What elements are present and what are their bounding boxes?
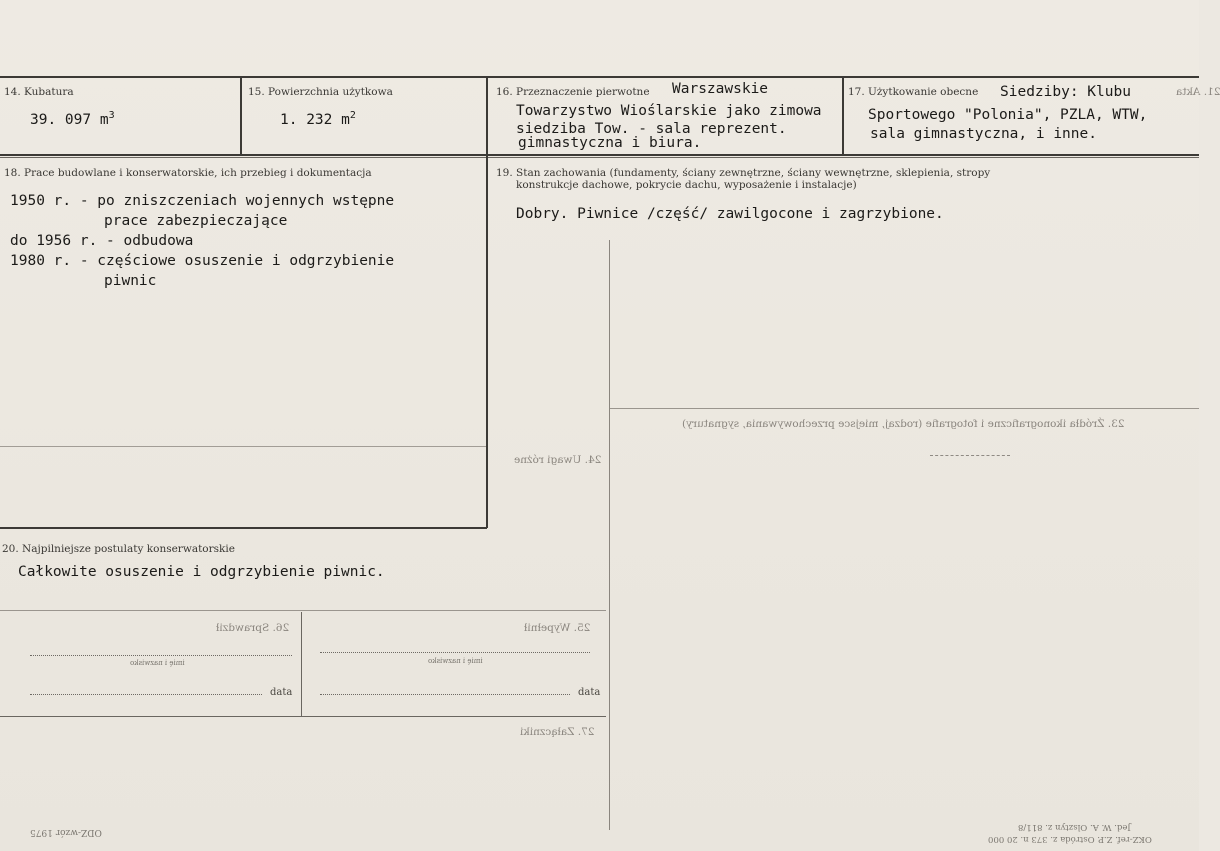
date-label-25: data xyxy=(578,687,601,698)
top-rule xyxy=(0,76,1199,78)
footer-right-2: OKZ-ref. Z.P. Ostróda z. 373 n. 20 000 xyxy=(988,834,1152,844)
field20-label: 20. Najpilniejsze postulaty konserwatorskie xyxy=(2,543,235,555)
signature-bottom-rule xyxy=(0,716,606,717)
field19-text: Dobry. Piwnice /część/ zawilgocone i zagrzybione. xyxy=(516,206,944,222)
field19-label-line1: 19. Stan zachowania (fundamenty, ściany zewnętrzne, ściany wewnętrzne, sklepienia, stropy xyxy=(496,167,991,179)
col-rule-16 xyxy=(486,76,488,528)
field15-label: 15. Powierzchnia użytkowa xyxy=(248,86,393,98)
field25-label: 25. Wypełnił xyxy=(524,622,591,634)
field20-text: Całkowite osuszenie i odgrzybienie piwnic. xyxy=(18,564,385,580)
field17-line1: Siedziby: Klubu xyxy=(1000,84,1131,100)
field16-line2: Towarzystwo Wioślarskie jako zimowa xyxy=(516,103,822,119)
row-rule xyxy=(0,154,1199,156)
field17-label: 17. Użytkowanie obecne xyxy=(848,86,979,98)
ghost-dash xyxy=(930,455,1010,456)
field14-value: 39. 097 $m^3$ xyxy=(30,110,115,128)
field18-line4: 1980 r. - częściowe osuszenie i odgrzybienie xyxy=(10,253,395,269)
col-rule-17 xyxy=(842,76,844,156)
date-line-26 xyxy=(30,694,262,695)
signature-line-26 xyxy=(30,655,292,656)
field16-label: 16. Przeznaczenie pierwotne xyxy=(496,86,650,98)
field17-line3: sala gimnastyczna, i inne. xyxy=(870,126,1097,142)
field23-label: 23. Źródła ikonograficzne i fotografie (rodzaj, miejsce przechowywania, sygnatury) xyxy=(682,418,1125,430)
imie-label-25: imię i nazwisko xyxy=(428,657,483,665)
field18-line3: do 1956 r. - odbudowa xyxy=(10,233,194,249)
field16-line4: gimnastyczna i biura. xyxy=(518,135,702,151)
ghost-rule xyxy=(0,446,487,447)
date-label-26: data xyxy=(270,687,293,698)
ghost-rule-2 xyxy=(0,610,606,611)
field16-line3: siedziba Tow. - sala reprezent. xyxy=(516,121,787,137)
ghost-col-rule xyxy=(609,240,610,830)
field18-line1: 1950 r. - po zniszczeniach wojennych wstępne xyxy=(10,193,395,209)
field23-rule xyxy=(610,408,1199,409)
field24-label: 24. Uwagi różne xyxy=(514,454,602,466)
date-line-25 xyxy=(320,694,570,695)
field21-label: 21. Akta xyxy=(1176,86,1220,98)
signature-col-rule xyxy=(301,612,302,716)
field27-label: 27. Załączniki xyxy=(520,726,595,738)
row-rule-thin xyxy=(0,157,1199,158)
field18-bottom-rule xyxy=(0,527,487,529)
field18-label: 18. Prace budowlane i konserwatorskie, ich przebieg i dokumentacja xyxy=(4,167,372,179)
field16-line1: Warszawskie xyxy=(672,81,769,97)
field15-value: 1. 232 $m^2$ xyxy=(280,110,356,128)
field19-label-line2: konstrukcje dachowe, pokrycie dachu, wyposażenie i instalacje) xyxy=(516,179,857,191)
field18-line5: piwnic xyxy=(104,273,157,289)
field14-label: 14. Kubatura xyxy=(4,86,74,98)
field18-line2: prace zabezpieczające xyxy=(104,213,288,229)
footer-right-1: Jed. W. A. Olsztyn z. 811/8 xyxy=(1018,822,1131,832)
field26-label: 26. Sprawdził xyxy=(216,622,290,634)
signature-line-25 xyxy=(320,652,590,653)
footer-left: ODZ-wzór 1975 xyxy=(30,827,102,837)
field17-line2: Sportowego "Polonia", PZLA, WTW, xyxy=(868,107,1148,123)
imie-label-26: imię i nazwisko xyxy=(130,659,185,667)
col-rule-15 xyxy=(240,76,242,156)
